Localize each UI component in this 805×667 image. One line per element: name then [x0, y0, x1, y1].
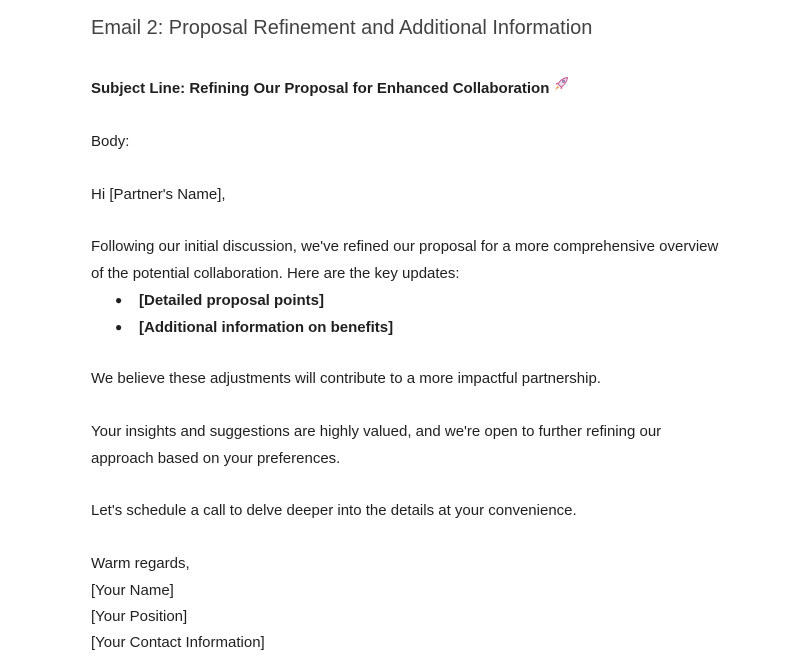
subject-text: Subject Line: Refining Our Proposal for Enhanced Collaboration	[91, 80, 550, 98]
body-label: Body:	[91, 133, 130, 150]
bullet-icon: ●	[115, 293, 123, 307]
insights-paragraph: Your insights and suggestions are highly valued, and we're open to further refining our approach based on your preferences.	[91, 423, 662, 467]
bullet-icon: ●	[115, 320, 123, 334]
signature-contact: [Your Contact Information]	[91, 634, 265, 651]
subject-line	[91, 76, 569, 103]
list-item-text: [Additional information on benefits]	[139, 319, 394, 336]
intro-paragraph: Following our initial discussion, we've refined our proposal for a more comprehensive overview of the potential collaboration. Here are the key updates:	[91, 238, 719, 282]
list-item-text: [Detailed proposal points]	[139, 292, 325, 309]
belief-paragraph: We believe these adjustments will contribute to a more impactful partnership.	[91, 370, 601, 387]
signature-name: [Your Name]	[91, 582, 174, 599]
signature-position: [Your Position]	[91, 608, 188, 625]
schedule-paragraph: Let's schedule a call to delve deeper into the details at your convenience.	[91, 502, 577, 519]
rocket-icon	[553, 75, 569, 102]
document-title: Email 2: Proposal Refinement and Additional Information	[91, 17, 593, 39]
greeting: Hi [Partner's Name],	[91, 186, 226, 203]
closing: Warm regards,	[91, 555, 190, 572]
